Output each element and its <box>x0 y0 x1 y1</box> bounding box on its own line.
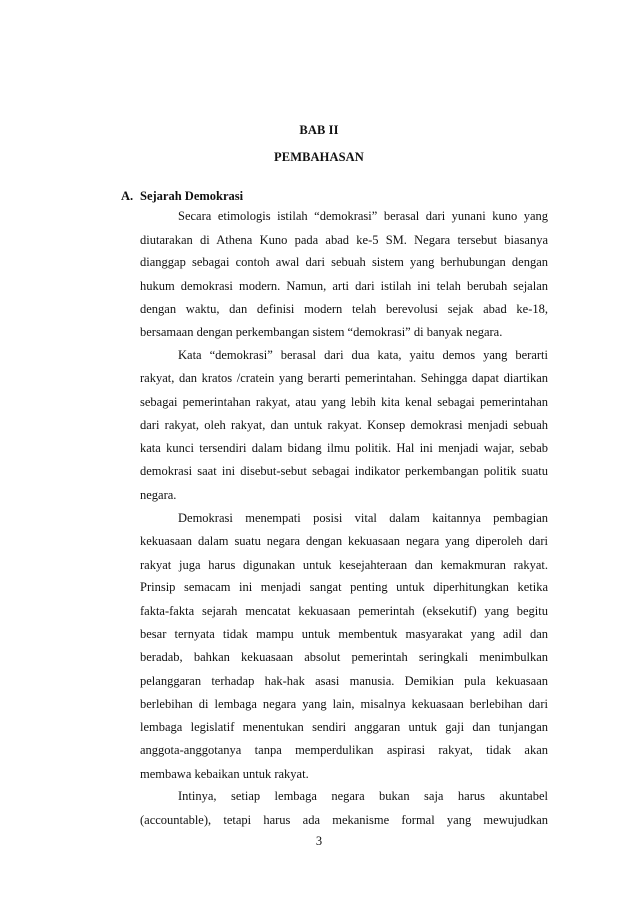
paragraph-3-line-3: rakyat juga harus digunakan untuk kesejahteraan dan kemakmuran rakyat. <box>140 558 548 572</box>
paragraph-2-line-7: negara. <box>140 488 177 502</box>
paragraph-3-line-7: beradab, bahkan kekuasaan absolut pemerintah seringkali menimbulkan <box>140 650 548 664</box>
paragraph-3-line-12: membawa kebaikan untuk rakyat. <box>140 767 309 781</box>
paragraph-3-line-8: pelanggaran terhadap hak-hak asasi manusia. Demikian pula kekuasaan <box>140 674 548 688</box>
paragraph-2-line-2: rakyat, dan kratos /cratein yang berarti pemerintahan. Sehingga dapat diartikan <box>140 371 548 385</box>
paragraph-4-line-1: Intinya, setiap lembaga negara bukan saja harus akuntabel <box>178 789 548 803</box>
paragraph-3-line-1: Demokrasi menempati posisi vital dalam kaitannya pembagian <box>178 511 548 525</box>
paragraph-1-line-1: Secara etimologis istilah “demokrasi” berasal dari yunani kuno yang <box>178 209 548 223</box>
page-number: 3 <box>315 834 323 848</box>
paragraph-2-line-5: kata kunci tersendiri dalam bidang ilmu politik. Hal ini menjadi wajar, sebab <box>140 441 548 455</box>
paragraph-1-line-2: diutarakan di Athena Kuno pada abad ke-5 SM. Negara tersebut biasanya <box>140 233 548 247</box>
paragraph-2-line-4: dari rakyat, oleh rakyat, dan untuk rakyat. Konsep demokrasi menjadi sebuah <box>140 418 548 432</box>
paragraph-4-line-2: (accountable), tetapi harus ada mekanisme formal yang mewujudkan <box>140 813 548 827</box>
paragraph-3-line-11: anggota-anggotanya tanpa memperdulikan aspirasi rakyat, tidak akan <box>140 743 548 757</box>
paragraph-3-line-4: Prinsip semacam ini menjadi sangat penting untuk diperhitungkan ketika <box>140 580 548 594</box>
section-title: Sejarah Demokrasi <box>140 189 244 203</box>
section-heading <box>121 189 243 204</box>
paragraph-3-line-9: berlebihan di lembaga negara yang lain, misalnya kekuasaan berlebihan dari <box>140 697 548 711</box>
paragraph-3-line-5: fakta-fakta sejarah mencatat kekuasaan pemerintah (eksekutif) yang begitu <box>140 604 548 618</box>
paragraph-3-line-10: lembaga legislatif menentukan sendiri anggaran untuk gaji dan tunjangan <box>140 720 548 734</box>
paragraph-1-line-5: dengan waktu, dan definisi modern telah berevolusi sejak abad ke-18, <box>140 302 548 316</box>
paragraph-2-line-6: demokrasi saat ini disebut-sebut sebagai indikator perkembangan politik suatu <box>140 464 548 478</box>
paragraph-2-line-1: Kata “demokrasi” berasal dari dua kata, yaitu demos yang berarti <box>178 348 548 362</box>
chapter-title: PEMBAHASAN <box>274 150 364 164</box>
paragraph-1-line-3: dianggap sebagai contoh awal dari sebuah sistem yang berhubungan dengan <box>140 255 548 269</box>
paragraph-3-line-6: besar ternyata tidak mampu untuk membentuk masyarakat yang adil dan <box>140 627 548 641</box>
section-letter: A. <box>121 189 134 203</box>
paragraph-3-line-2: kekuasaan dalam suatu negara dengan kekuasaan negara yang diperoleh dari <box>140 534 548 548</box>
paragraph-1-line-6: bersamaan dengan perkembangan sistem “demokrasi” di banyak negara. <box>140 325 503 339</box>
chapter-number: BAB II <box>299 123 339 137</box>
paragraph-2-line-3: sebagai pemerintahan rakyat, atau yang lebih kita kenal sebagai pemerintahan <box>140 395 548 409</box>
paragraph-1-line-4: hukum demokrasi modern. Namun, arti dari istilah ini telah berubah sejalan <box>140 279 548 293</box>
